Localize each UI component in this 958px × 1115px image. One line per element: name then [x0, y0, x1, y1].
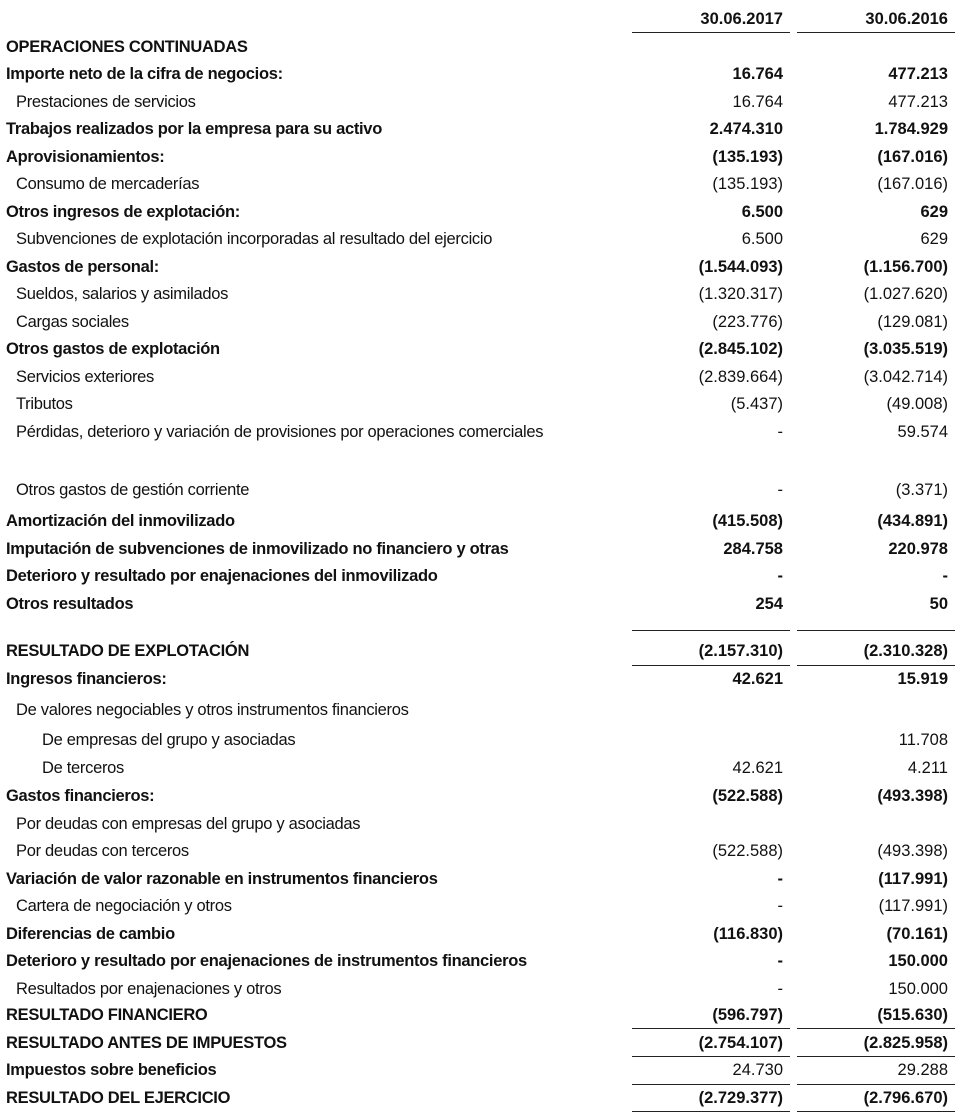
row-label: Amortización del inmovilizado [6, 512, 235, 530]
table-row [0, 199, 958, 226]
value-2017: - [777, 567, 783, 585]
value-2016: (2.796.670) [863, 1089, 948, 1107]
value-2017: 284.758 [723, 540, 783, 558]
value-2016: 50 [929, 595, 948, 613]
total-separator-line [797, 1084, 955, 1085]
total-separator-line [632, 665, 790, 666]
value-2017: (223.776) [712, 313, 783, 331]
row-label: Pérdidas, deterioro y variación de provisiones por operaciones comerciales [16, 423, 544, 441]
value-2016: 29.288 [897, 1061, 948, 1079]
value-2016: 629 [920, 203, 948, 221]
table-row [0, 477, 958, 504]
value-2016: (117.991) [878, 870, 948, 888]
row-label: Servicios exteriores [16, 368, 154, 386]
table-row [0, 61, 958, 88]
table-row [0, 1002, 958, 1029]
row-label: Deterioro y resultado por enajenaciones del inmovilizado [6, 567, 438, 585]
value-2016: 59.574 [897, 423, 948, 441]
value-2016: (2.310.328) [863, 642, 948, 660]
table-row [0, 226, 958, 253]
column-header-row [0, 6, 958, 33]
table-row [0, 697, 958, 724]
row-label: Gastos financieros: [6, 787, 155, 805]
row-label: Resultados por enajenaciones y otros [16, 980, 282, 998]
value-2016: (434.891) [877, 512, 948, 530]
total-separator-line [632, 1056, 790, 1057]
value-2016: - [942, 567, 948, 585]
value-2016: 220.978 [888, 540, 948, 558]
row-label: Ingresos financieros: [6, 670, 167, 688]
table-row [0, 811, 958, 838]
value-2017: (596.797) [712, 1006, 783, 1024]
table-row [0, 391, 958, 418]
value-2016: (493.398) [877, 842, 948, 860]
row-label: Otros gastos de gestión corriente [16, 481, 250, 499]
value-2016: 477.213 [888, 65, 948, 83]
table-row [0, 948, 958, 975]
table-row [0, 116, 958, 143]
table-row [0, 34, 958, 61]
row-label: RESULTADO DEL EJERCICIO [6, 1089, 231, 1107]
header-underline-2016 [797, 32, 955, 33]
table-row [0, 591, 958, 618]
row-label: Importe neto de la cifra de negocios: [6, 65, 283, 83]
row-label: Subvenciones de explotación incorporadas al resultado del ejercicio [16, 230, 493, 248]
row-label: Por deudas con empresas del grupo y asociadas [16, 815, 361, 833]
value-2016: (2.825.958) [863, 1034, 948, 1052]
total-separator-line [632, 1028, 790, 1029]
value-2016: 4.211 [907, 759, 948, 777]
total-separator-line [632, 1111, 790, 1112]
value-2017: 6.500 [741, 203, 783, 221]
table-row [0, 755, 958, 782]
table-row [0, 419, 958, 477]
value-2017: - [777, 870, 783, 888]
value-2016: 477.213 [888, 93, 948, 111]
value-2017: (2.845.102) [698, 340, 783, 358]
value-2017: (2.729.377) [698, 1089, 783, 1107]
table-row [0, 563, 958, 590]
table-row [0, 144, 958, 171]
value-2017: 42.621 [732, 670, 783, 688]
row-label: Imputación de subvenciones de inmovilizado no financiero y otras [6, 540, 509, 558]
value-2017: (5.437) [730, 395, 783, 413]
row-label: Por deudas con terceros [16, 842, 189, 860]
table-row [0, 254, 958, 281]
total-separator-line [797, 1111, 955, 1112]
value-2017: - [777, 952, 783, 970]
table-row [0, 281, 958, 308]
total-separator-line [632, 1084, 790, 1085]
row-label: De valores negociables y otros instrumentos financieros [16, 701, 409, 719]
value-2016: (3.042.714) [863, 368, 948, 386]
value-2017: - [777, 897, 783, 915]
value-2016: (1.027.620) [863, 285, 948, 303]
value-2017: 16.764 [732, 93, 783, 111]
value-2016: (167.016) [877, 175, 948, 193]
value-2016: (515.630) [877, 1006, 948, 1024]
table-row [0, 727, 958, 754]
value-2017: (1.320.317) [698, 285, 783, 303]
table-row [0, 536, 958, 563]
value-2016: (129.081) [877, 313, 948, 331]
table-row [0, 921, 958, 948]
value-2016: (167.016) [877, 148, 948, 166]
table-row [0, 893, 958, 920]
row-label: Trabajos realizados por la empresa para su activo [6, 120, 382, 138]
row-label: Cargas sociales [16, 313, 129, 331]
value-2017: 24.730 [732, 1061, 783, 1079]
row-label: OPERACIONES CONTINUADAS [6, 38, 248, 56]
value-2017: (2.157.310) [698, 642, 783, 660]
table-row [0, 336, 958, 363]
row-label: Aprovisionamientos: [6, 148, 165, 166]
row-label: Deterioro y resultado por enajenaciones de instrumentos financieros [6, 952, 527, 970]
value-2016: (117.991) [878, 897, 948, 915]
total-separator-line [632, 630, 790, 631]
table-row [0, 976, 958, 1003]
table-row [0, 364, 958, 391]
row-label: Sueldos, salarios y asimilados [16, 285, 229, 303]
value-2017: (1.544.093) [698, 258, 783, 276]
value-2017: (522.588) [712, 787, 783, 805]
value-2017: 42.621 [732, 759, 783, 777]
row-label: De empresas del grupo y asociadas [42, 731, 296, 749]
total-separator-line [797, 1028, 955, 1029]
table-row [0, 783, 958, 810]
value-2016: (493.398) [877, 787, 948, 805]
row-label: Diferencias de cambio [6, 925, 175, 943]
value-2017: - [777, 481, 783, 499]
row-label: Tributos [16, 395, 73, 413]
table-row [0, 89, 958, 116]
value-2017: (2.754.107) [698, 1034, 783, 1052]
total-separator-line [797, 630, 955, 631]
value-2017: - [777, 980, 783, 998]
value-2016: 15.919 [897, 670, 948, 688]
value-2016: (3.035.519) [863, 340, 948, 358]
value-2017: - [777, 423, 783, 441]
row-label: Impuestos sobre beneficios [6, 1061, 217, 1079]
row-label: RESULTADO ANTES DE IMPUESTOS [6, 1034, 287, 1052]
row-label: Cartera de negociación y otros [16, 897, 232, 915]
value-2016: 11.708 [898, 731, 948, 749]
value-2016: 150.000 [888, 952, 948, 970]
value-2016: 629 [920, 230, 948, 248]
value-2017: (135.193) [712, 148, 783, 166]
column-header-2016: 30.06.2016 [865, 10, 948, 28]
total-separator-line [797, 665, 955, 666]
row-label: Gastos de personal: [6, 258, 159, 276]
column-header-2017: 30.06.2017 [700, 10, 783, 28]
value-2017: 254 [755, 595, 783, 613]
row-label: RESULTADO FINANCIERO [6, 1006, 208, 1024]
row-label: Variación de valor razonable en instrumentos financieros [6, 870, 438, 888]
value-2016: (3.371) [895, 481, 948, 499]
value-2017: (415.508) [712, 512, 783, 530]
table-row [0, 1030, 958, 1057]
row-label: Otros gastos de explotación [6, 340, 220, 358]
table-row [0, 638, 958, 665]
total-separator-line [797, 1056, 955, 1057]
row-label: RESULTADO DE EXPLOTACIÓN [6, 642, 250, 660]
table-row [0, 1057, 958, 1084]
value-2017: (116.830) [713, 925, 783, 943]
table-row [0, 508, 958, 535]
table-row [0, 309, 958, 336]
row-label: Prestaciones de servicios [16, 93, 196, 111]
value-2016: 1.784.929 [874, 120, 948, 138]
table-row [0, 171, 958, 198]
value-2017: 2.474.310 [709, 120, 783, 138]
value-2017: (2.839.664) [698, 368, 783, 386]
value-2016: (70.161) [886, 925, 948, 943]
value-2016: (1.156.700) [863, 258, 948, 276]
value-2017: 16.764 [732, 65, 783, 83]
table-row [0, 1085, 958, 1112]
value-2016: 150.000 [888, 980, 948, 998]
table-row [0, 866, 958, 893]
row-label: De terceros [42, 759, 124, 777]
header-underline-2017 [632, 32, 790, 33]
row-label: Consumo de mercaderías [16, 175, 200, 193]
table-row [0, 838, 958, 865]
value-2017: (135.193) [712, 175, 783, 193]
table-row [0, 666, 958, 693]
value-2017: 6.500 [741, 230, 783, 248]
row-label: Otros resultados [6, 595, 134, 613]
value-2017: (522.588) [712, 842, 783, 860]
row-label: Otros ingresos de explotación: [6, 203, 240, 221]
value-2016: (49.008) [886, 395, 948, 413]
